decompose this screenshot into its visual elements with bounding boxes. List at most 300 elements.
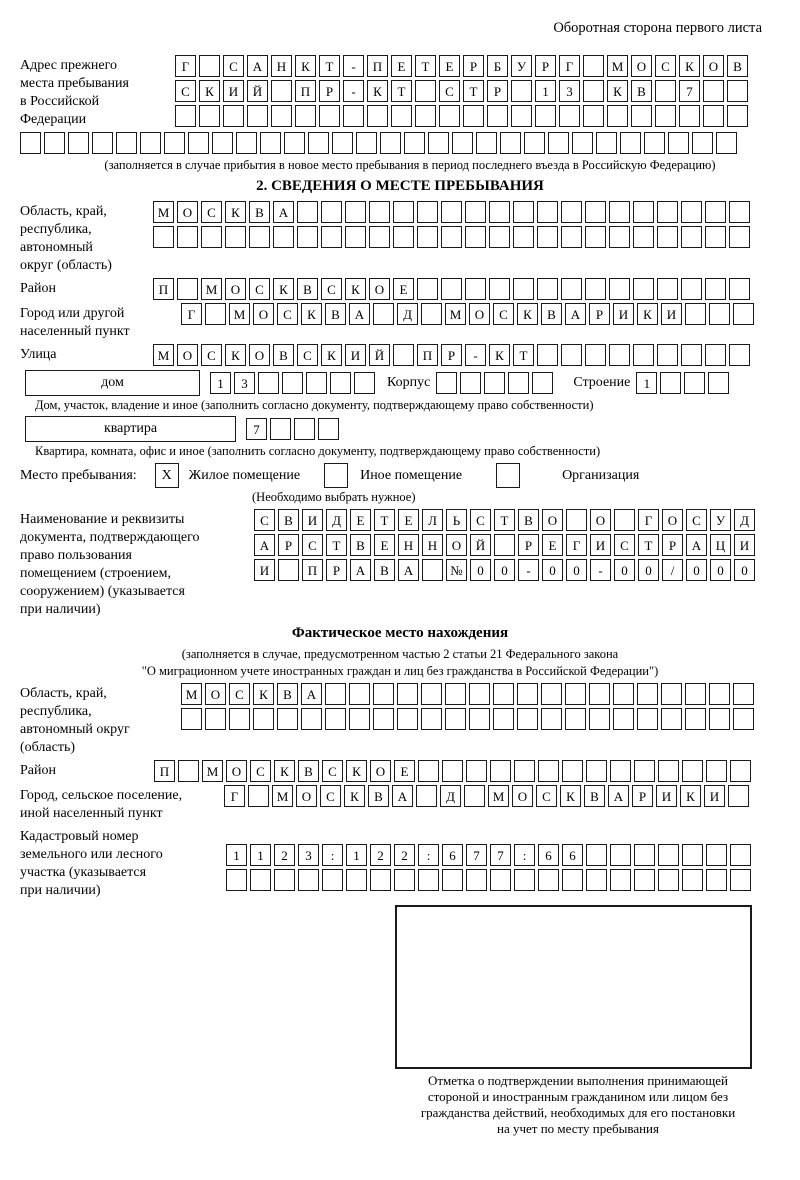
char-cell[interactable]	[493, 683, 514, 705]
char-cell[interactable]	[692, 132, 713, 154]
char-cell[interactable]: А	[349, 303, 370, 325]
char-cell[interactable]	[345, 226, 366, 248]
char-cell[interactable]	[585, 201, 606, 223]
char-cell[interactable]	[294, 418, 315, 440]
char-cell[interactable]	[394, 869, 415, 891]
char-cell[interactable]: В	[374, 559, 395, 581]
char-cell[interactable]: Д	[397, 303, 418, 325]
char-cell[interactable]	[175, 105, 196, 127]
char-cell[interactable]	[380, 132, 401, 154]
char-cell[interactable]: И	[345, 344, 366, 366]
char-cell[interactable]	[201, 226, 222, 248]
char-cell[interactable]	[181, 708, 202, 730]
char-cell[interactable]	[620, 132, 641, 154]
char-cell[interactable]	[318, 418, 339, 440]
char-cell[interactable]	[253, 708, 274, 730]
char-cell[interactable]	[565, 683, 586, 705]
char-cell[interactable]: В	[249, 201, 270, 223]
char-cell[interactable]: С	[320, 785, 341, 807]
char-cell[interactable]	[513, 278, 534, 300]
char-cell[interactable]: К	[489, 344, 510, 366]
char-cell[interactable]	[298, 869, 319, 891]
char-cell[interactable]	[614, 509, 635, 531]
char-cell[interactable]: К	[346, 760, 367, 782]
char-cell[interactable]: У	[710, 509, 731, 531]
char-cell[interactable]	[682, 760, 703, 782]
char-cell[interactable]: М	[202, 760, 223, 782]
char-cell[interactable]	[589, 708, 610, 730]
char-cell[interactable]: П	[295, 80, 316, 102]
char-cell[interactable]	[729, 201, 750, 223]
char-cell[interactable]	[490, 760, 511, 782]
char-cell[interactable]: 0	[710, 559, 731, 581]
char-cell[interactable]: Л	[422, 509, 443, 531]
char-cell[interactable]: -	[590, 559, 611, 581]
char-cell[interactable]: 2	[370, 844, 391, 866]
char-cell[interactable]	[489, 278, 510, 300]
char-cell[interactable]: О	[703, 55, 724, 77]
char-cell[interactable]	[177, 226, 198, 248]
char-cell[interactable]: О	[249, 344, 270, 366]
char-cell[interactable]: Г	[181, 303, 202, 325]
char-cell[interactable]: 1	[250, 844, 271, 866]
char-cell[interactable]: М	[229, 303, 250, 325]
char-cell[interactable]: С	[321, 278, 342, 300]
char-cell[interactable]: К	[679, 55, 700, 77]
char-cell[interactable]	[644, 132, 665, 154]
char-cell[interactable]	[705, 226, 726, 248]
char-cell[interactable]: Р	[535, 55, 556, 77]
char-cell[interactable]: И	[223, 80, 244, 102]
char-cell[interactable]: И	[734, 534, 755, 556]
char-cell[interactable]: О	[446, 534, 467, 556]
char-cell[interactable]: 6	[562, 844, 583, 866]
char-cell[interactable]	[153, 226, 174, 248]
char-cell[interactable]	[270, 418, 291, 440]
char-cell[interactable]: 7	[466, 844, 487, 866]
char-cell[interactable]	[484, 372, 505, 394]
char-cell[interactable]	[249, 226, 270, 248]
char-cell[interactable]	[585, 226, 606, 248]
char-cell[interactable]: О	[590, 509, 611, 531]
char-cell[interactable]: К	[680, 785, 701, 807]
char-cell[interactable]: К	[225, 201, 246, 223]
char-cell[interactable]	[532, 372, 553, 394]
char-cell[interactable]: Г	[566, 534, 587, 556]
char-cell[interactable]: К	[560, 785, 581, 807]
char-cell[interactable]	[277, 708, 298, 730]
char-cell[interactable]: С	[250, 760, 271, 782]
char-cell[interactable]	[613, 683, 634, 705]
char-cell[interactable]: О	[662, 509, 683, 531]
char-cell[interactable]: 1	[535, 80, 556, 102]
char-cell[interactable]: 6	[538, 844, 559, 866]
char-cell[interactable]	[703, 80, 724, 102]
char-cell[interactable]: А	[686, 534, 707, 556]
char-cell[interactable]	[561, 201, 582, 223]
char-cell[interactable]: Т	[463, 80, 484, 102]
char-cell[interactable]	[212, 132, 233, 154]
char-cell[interactable]	[562, 760, 583, 782]
char-cell[interactable]	[729, 278, 750, 300]
char-cell[interactable]: С	[223, 55, 244, 77]
char-cell[interactable]	[633, 201, 654, 223]
char-cell[interactable]	[68, 132, 89, 154]
char-cell[interactable]: 3	[559, 80, 580, 102]
char-cell[interactable]: А	[565, 303, 586, 325]
char-cell[interactable]	[421, 303, 442, 325]
char-cell[interactable]	[223, 105, 244, 127]
char-cell[interactable]	[226, 869, 247, 891]
char-cell[interactable]	[349, 708, 370, 730]
char-cell[interactable]	[321, 226, 342, 248]
char-cell[interactable]: К	[225, 344, 246, 366]
char-cell[interactable]: С	[254, 509, 275, 531]
char-cell[interactable]	[417, 201, 438, 223]
char-cell[interactable]	[709, 708, 730, 730]
char-cell[interactable]	[421, 708, 442, 730]
char-cell[interactable]	[428, 132, 449, 154]
char-cell[interactable]: О	[253, 303, 274, 325]
char-cell[interactable]: С	[249, 278, 270, 300]
char-cell[interactable]	[205, 708, 226, 730]
char-cell[interactable]: О	[631, 55, 652, 77]
char-cell[interactable]	[284, 132, 305, 154]
char-cell[interactable]: 2	[394, 844, 415, 866]
char-cell[interactable]: Р	[518, 534, 539, 556]
char-cell[interactable]	[541, 708, 562, 730]
char-cell[interactable]	[415, 105, 436, 127]
char-cell[interactable]	[369, 226, 390, 248]
char-cell[interactable]: К	[321, 344, 342, 366]
char-cell[interactable]	[322, 869, 343, 891]
char-cell[interactable]: К	[274, 760, 295, 782]
char-cell[interactable]	[609, 201, 630, 223]
char-cell[interactable]	[397, 683, 418, 705]
char-cell[interactable]: К	[295, 55, 316, 77]
char-cell[interactable]	[610, 844, 631, 866]
char-cell[interactable]: С	[277, 303, 298, 325]
stay-option-checkbox-zhiloe[interactable]: X	[155, 463, 179, 488]
char-cell[interactable]: 1	[226, 844, 247, 866]
char-cell[interactable]	[229, 708, 250, 730]
char-cell[interactable]: А	[608, 785, 629, 807]
char-cell[interactable]: С	[439, 80, 460, 102]
char-cell[interactable]: :	[418, 844, 439, 866]
char-cell[interactable]	[297, 226, 318, 248]
char-cell[interactable]	[658, 869, 679, 891]
char-cell[interactable]	[706, 869, 727, 891]
char-cell[interactable]	[706, 844, 727, 866]
char-cell[interactable]: И	[704, 785, 725, 807]
char-cell[interactable]	[535, 105, 556, 127]
char-cell[interactable]: Д	[326, 509, 347, 531]
char-cell[interactable]: 7	[246, 418, 267, 440]
char-cell[interactable]	[634, 869, 655, 891]
char-cell[interactable]	[44, 132, 65, 154]
char-cell[interactable]	[706, 760, 727, 782]
char-cell[interactable]: С	[229, 683, 250, 705]
char-cell[interactable]	[116, 132, 137, 154]
char-cell[interactable]: О	[177, 344, 198, 366]
char-cell[interactable]: 0	[734, 559, 755, 581]
char-cell[interactable]	[613, 708, 634, 730]
char-cell[interactable]	[514, 760, 535, 782]
char-cell[interactable]	[524, 132, 545, 154]
char-cell[interactable]	[369, 201, 390, 223]
char-cell[interactable]: К	[301, 303, 322, 325]
char-cell[interactable]	[490, 869, 511, 891]
char-cell[interactable]: 7	[679, 80, 700, 102]
char-cell[interactable]: Г	[224, 785, 245, 807]
char-cell[interactable]: В	[727, 55, 748, 77]
char-cell[interactable]	[330, 372, 351, 394]
char-cell[interactable]: К	[199, 80, 220, 102]
char-cell[interactable]: Р	[463, 55, 484, 77]
char-cell[interactable]: Т	[494, 509, 515, 531]
char-cell[interactable]	[415, 80, 436, 102]
char-cell[interactable]: :	[514, 844, 535, 866]
char-cell[interactable]: А	[392, 785, 413, 807]
char-cell[interactable]: 0	[494, 559, 515, 581]
char-cell[interactable]: 3	[298, 844, 319, 866]
char-cell[interactable]	[356, 132, 377, 154]
char-cell[interactable]	[730, 869, 751, 891]
char-cell[interactable]: Т	[391, 80, 412, 102]
char-cell[interactable]	[631, 105, 652, 127]
char-cell[interactable]	[511, 80, 532, 102]
char-cell[interactable]	[561, 226, 582, 248]
char-cell[interactable]	[417, 226, 438, 248]
char-cell[interactable]: В	[298, 760, 319, 782]
char-cell[interactable]	[559, 105, 580, 127]
char-cell[interactable]	[442, 760, 463, 782]
char-cell[interactable]	[657, 344, 678, 366]
char-cell[interactable]: -	[518, 559, 539, 581]
char-cell[interactable]: Й	[369, 344, 390, 366]
char-cell[interactable]: В	[541, 303, 562, 325]
char-cell[interactable]	[583, 55, 604, 77]
char-cell[interactable]: Е	[398, 509, 419, 531]
char-cell[interactable]	[92, 132, 113, 154]
char-cell[interactable]	[349, 683, 370, 705]
char-cell[interactable]	[436, 372, 457, 394]
char-cell[interactable]	[466, 760, 487, 782]
char-cell[interactable]: О	[542, 509, 563, 531]
char-cell[interactable]: Е	[374, 534, 395, 556]
char-cell[interactable]	[661, 683, 682, 705]
char-cell[interactable]: И	[254, 559, 275, 581]
char-cell[interactable]	[729, 344, 750, 366]
char-cell[interactable]: Й	[470, 534, 491, 556]
char-cell[interactable]: О	[369, 278, 390, 300]
char-cell[interactable]: С	[614, 534, 635, 556]
char-cell[interactable]: Р	[278, 534, 299, 556]
char-cell[interactable]	[445, 683, 466, 705]
char-cell[interactable]	[685, 683, 706, 705]
char-cell[interactable]: А	[398, 559, 419, 581]
char-cell[interactable]	[274, 869, 295, 891]
char-cell[interactable]: В	[277, 683, 298, 705]
char-cell[interactable]	[346, 869, 367, 891]
char-cell[interactable]	[537, 201, 558, 223]
char-cell[interactable]	[236, 132, 257, 154]
char-cell[interactable]	[500, 132, 521, 154]
char-cell[interactable]: К	[273, 278, 294, 300]
char-cell[interactable]: К	[345, 278, 366, 300]
char-cell[interactable]: М	[153, 344, 174, 366]
char-cell[interactable]	[610, 869, 631, 891]
char-cell[interactable]: К	[253, 683, 274, 705]
char-cell[interactable]	[596, 132, 617, 154]
char-cell[interactable]: 7	[490, 844, 511, 866]
char-cell[interactable]	[513, 226, 534, 248]
char-cell[interactable]	[489, 201, 510, 223]
char-cell[interactable]	[565, 708, 586, 730]
char-cell[interactable]	[637, 708, 658, 730]
char-cell[interactable]: Н	[422, 534, 443, 556]
char-cell[interactable]: 6	[442, 844, 463, 866]
char-cell[interactable]: О	[226, 760, 247, 782]
char-cell[interactable]: Р	[487, 80, 508, 102]
char-cell[interactable]	[561, 344, 582, 366]
char-cell[interactable]	[517, 683, 538, 705]
char-cell[interactable]	[633, 344, 654, 366]
char-cell[interactable]: -	[465, 344, 486, 366]
char-cell[interactable]	[393, 201, 414, 223]
char-cell[interactable]: К	[637, 303, 658, 325]
char-cell[interactable]	[325, 708, 346, 730]
char-cell[interactable]	[439, 105, 460, 127]
char-cell[interactable]: Р	[662, 534, 683, 556]
char-cell[interactable]: А	[301, 683, 322, 705]
char-cell[interactable]	[301, 708, 322, 730]
char-cell[interactable]	[609, 344, 630, 366]
char-cell[interactable]: С	[175, 80, 196, 102]
char-cell[interactable]: И	[613, 303, 634, 325]
char-cell[interactable]	[205, 303, 226, 325]
char-cell[interactable]	[297, 201, 318, 223]
char-cell[interactable]: Н	[398, 534, 419, 556]
char-cell[interactable]	[716, 132, 737, 154]
char-cell[interactable]	[681, 344, 702, 366]
char-cell[interactable]: О	[205, 683, 226, 705]
char-cell[interactable]	[634, 844, 655, 866]
char-cell[interactable]: М	[181, 683, 202, 705]
char-cell[interactable]	[657, 226, 678, 248]
char-cell[interactable]: И	[661, 303, 682, 325]
char-cell[interactable]: С	[297, 344, 318, 366]
char-cell[interactable]	[684, 372, 705, 394]
char-cell[interactable]: Е	[393, 278, 414, 300]
char-cell[interactable]	[397, 708, 418, 730]
char-cell[interactable]: И	[302, 509, 323, 531]
char-cell[interactable]: В	[278, 509, 299, 531]
char-cell[interactable]	[494, 534, 515, 556]
char-cell[interactable]	[733, 683, 754, 705]
char-cell[interactable]	[199, 55, 220, 77]
char-cell[interactable]: Й	[247, 80, 268, 102]
char-cell[interactable]: Ь	[446, 509, 467, 531]
char-cell[interactable]: Б	[487, 55, 508, 77]
char-cell[interactable]	[585, 344, 606, 366]
char-cell[interactable]	[464, 785, 485, 807]
char-cell[interactable]	[583, 80, 604, 102]
char-cell[interactable]: Г	[175, 55, 196, 77]
char-cell[interactable]	[657, 201, 678, 223]
char-cell[interactable]	[634, 760, 655, 782]
char-cell[interactable]: Г	[559, 55, 580, 77]
char-cell[interactable]: 0	[470, 559, 491, 581]
char-cell[interactable]: М	[153, 201, 174, 223]
char-cell[interactable]: В	[350, 534, 371, 556]
char-cell[interactable]: 0	[686, 559, 707, 581]
char-cell[interactable]: П	[302, 559, 323, 581]
char-cell[interactable]: К	[607, 80, 628, 102]
char-cell[interactable]	[709, 683, 730, 705]
char-cell[interactable]: М	[607, 55, 628, 77]
char-cell[interactable]	[493, 708, 514, 730]
char-cell[interactable]	[727, 80, 748, 102]
char-cell[interactable]	[681, 226, 702, 248]
char-cell[interactable]	[609, 278, 630, 300]
char-cell[interactable]	[585, 278, 606, 300]
char-cell[interactable]	[404, 132, 425, 154]
char-cell[interactable]: В	[273, 344, 294, 366]
char-cell[interactable]: Т	[319, 55, 340, 77]
char-cell[interactable]	[421, 683, 442, 705]
char-cell[interactable]	[343, 105, 364, 127]
char-cell[interactable]	[682, 869, 703, 891]
char-cell[interactable]	[538, 869, 559, 891]
char-cell[interactable]: 1	[636, 372, 657, 394]
char-cell[interactable]	[452, 132, 473, 154]
char-cell[interactable]	[609, 226, 630, 248]
char-cell[interactable]	[610, 760, 631, 782]
char-cell[interactable]: -	[343, 80, 364, 102]
char-cell[interactable]: О	[370, 760, 391, 782]
char-cell[interactable]: О	[512, 785, 533, 807]
char-cell[interactable]	[278, 559, 299, 581]
char-cell[interactable]: 3	[234, 372, 255, 394]
char-cell[interactable]	[370, 869, 391, 891]
char-cell[interactable]	[140, 132, 161, 154]
char-cell[interactable]	[445, 708, 466, 730]
char-cell[interactable]	[178, 760, 199, 782]
char-cell[interactable]: А	[247, 55, 268, 77]
char-cell[interactable]	[463, 105, 484, 127]
char-cell[interactable]	[282, 372, 303, 394]
char-cell[interactable]: С	[201, 201, 222, 223]
char-cell[interactable]	[730, 760, 751, 782]
char-cell[interactable]: Д	[440, 785, 461, 807]
char-cell[interactable]	[705, 278, 726, 300]
char-cell[interactable]: В	[297, 278, 318, 300]
char-cell[interactable]	[164, 132, 185, 154]
char-cell[interactable]	[332, 132, 353, 154]
char-cell[interactable]	[476, 132, 497, 154]
char-cell[interactable]	[668, 132, 689, 154]
char-cell[interactable]	[537, 278, 558, 300]
char-cell[interactable]: Р	[589, 303, 610, 325]
char-cell[interactable]: М	[488, 785, 509, 807]
char-cell[interactable]	[517, 708, 538, 730]
char-cell[interactable]: В	[368, 785, 389, 807]
char-cell[interactable]	[393, 344, 414, 366]
char-cell[interactable]	[373, 683, 394, 705]
char-cell[interactable]	[391, 105, 412, 127]
char-cell[interactable]	[306, 372, 327, 394]
